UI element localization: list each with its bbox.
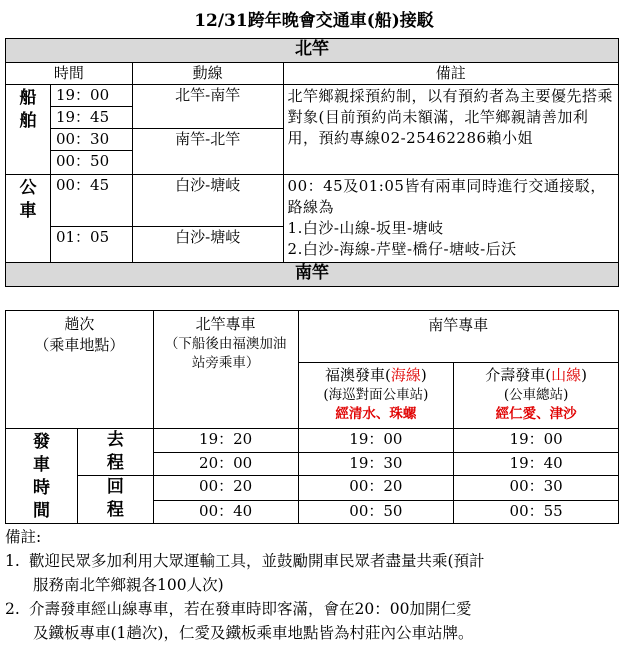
header-time: 時間 — [6, 63, 133, 85]
notes-section — [5, 525, 620, 645]
header-route: 動線 — [132, 63, 283, 85]
section-south: 南竿 — [6, 263, 619, 287]
bus-label: 公 車 — [6, 175, 51, 263]
boat-time: 00：30 — [50, 129, 132, 151]
notes-heading: 備註: — [5, 528, 42, 546]
time-cell: 00：20 — [298, 476, 454, 501]
north-bus-header: 北竿專車 （下船後由福澳加油站旁乘車） — [153, 311, 298, 429]
departure-time-label: 發 車 時 間 — [6, 429, 78, 524]
page-title: 12/31跨年晚會交通車(船)接駁 — [194, 11, 434, 31]
header-note: 備註 — [283, 63, 618, 85]
north-note-bus — [283, 175, 618, 263]
fuao-departure-header: 福澳發車(海線) (海巡對面公車站) 經清水、珠螺 — [298, 363, 454, 429]
note-2-cont: 及鐵板專車(1趟次)，仁愛及鐵板乘車地點皆為村莊內公車站牌。 — [33, 624, 474, 642]
note-1: 1. 歡迎民眾多加利用大眾運輸工具，並鼓勵開車民眾者盡量共乘(預計 — [5, 552, 485, 570]
north-note-booking: 北竿鄉親採預約制，以有預約者為主要優先搭乘對象(目前預約尚未額滿，北竿鄉親請善加利用，預約專線02-25462286賴小姐 — [283, 85, 618, 175]
time-cell: 19：30 — [298, 452, 454, 476]
time-cell: 00：50 — [298, 500, 454, 524]
bus-note-intro: 00：45及01:05皆有兩車同時進行交通接駁，路線為 — [287, 177, 606, 216]
time-cell: 19：00 — [298, 429, 454, 453]
bus-note-route-2: 2.白沙-海線-芹壁-橋仔-塘岐-后沃 — [287, 240, 517, 258]
time-cell: 19：20 — [153, 429, 298, 453]
time-cell: 00：40 — [153, 500, 298, 524]
time-cell: 00：55 — [454, 500, 619, 524]
south-schedule-table — [5, 310, 619, 524]
route-cell: 白沙-塘岐 — [132, 175, 283, 227]
boat-time: 00：50 — [50, 151, 132, 175]
time-cell: 20：00 — [153, 452, 298, 476]
south-bus-header: 南竿專車 — [298, 311, 618, 363]
section-north: 北竿 — [6, 39, 619, 63]
note-2: 2. 介壽發車經山線專車，若在發車時即客滿，會在20：00加開仁愛 — [5, 600, 472, 618]
time-cell: 00：30 — [454, 476, 619, 501]
time-cell: 19：40 — [454, 452, 619, 476]
return-label: 回 程 — [77, 476, 153, 524]
trip-header: 趟次 （乘車地點） — [6, 311, 154, 429]
note-1-cont: 服務南北竿鄉親各100人次) — [33, 576, 224, 594]
route-cell: 南竿-北竿 — [132, 129, 283, 175]
bus-time: 00：45 — [50, 175, 132, 227]
boat-time: 19：00 — [50, 85, 132, 107]
route-cell: 北竿-南竿 — [132, 85, 283, 129]
boat-label: 船 舶 — [6, 85, 51, 175]
boat-time: 19：45 — [50, 107, 132, 129]
jieshou-departure-header: 介壽發車(山線) (公車總站) 經仁愛、津沙 — [454, 363, 619, 429]
time-cell: 00：20 — [153, 476, 298, 501]
outbound-label: 去 程 — [77, 429, 153, 476]
route-cell: 白沙-塘岐 — [132, 227, 283, 263]
time-cell: 19：00 — [454, 429, 619, 453]
north-schedule-table — [5, 38, 619, 287]
bus-time: 01：05 — [50, 227, 132, 263]
bus-note-route-1: 1.白沙-山線-坂里-塘岐 — [287, 219, 444, 237]
